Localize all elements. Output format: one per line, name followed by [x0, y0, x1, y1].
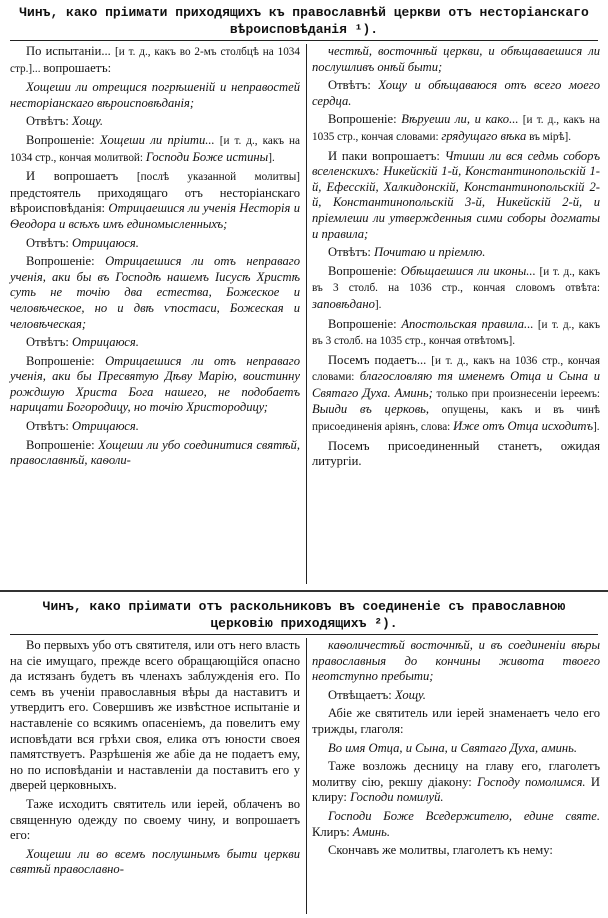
paragraph [312, 245, 600, 261]
paragraph [312, 638, 600, 685]
text-run: Хощу. [72, 114, 104, 129]
text-run: Отвѣщаетъ: [328, 687, 395, 702]
text-run: И клиру: [312, 774, 601, 805]
text-run: ]. [374, 298, 382, 311]
text-run: Вопрошеніе: [328, 112, 402, 127]
text-run: Хощеши ли пріити... [100, 132, 215, 147]
text-run: Отвѣтъ: [26, 419, 73, 434]
section-2-right-column [312, 638, 600, 862]
text-run: [и т. д., какъ на 1034 стр., кончая молитвой: [10, 134, 301, 164]
paragraph [312, 112, 600, 145]
text-run: Посемъ подаетъ... [328, 352, 432, 367]
paragraph [312, 78, 600, 109]
text-run: Во первыхъ убо отъ святителя, или отъ него власть на сіе имущаго, прежде всего обращающійся опасно да истязанъ будетъ въ членахъ заблужденія его. По семъ въ ученіи православныя вѣры да наставитъ и утвердитъ его. Совершивъ же извѣстное испытаніе и наставленіе со всякимъ опасеніемъ, да повелитъ ему исповѣдати вся грѣхи своя, елика отъ юности своея памятствуетъ. Разрѣшенія же абіе да не подаетъ ему, но по исповѣданіи и наставленіи да поставитъ его у дверей церковныхъ. [10, 638, 300, 793]
paragraph [312, 317, 600, 350]
text-run: Хощеши ли убо соединитися святѣй, православнѣй, каѳоли- [10, 437, 301, 468]
text-run: Отвѣтъ: [328, 245, 375, 260]
text-run: Выиди въ церковь, [312, 402, 430, 417]
text-run: Вопрошеніе: [26, 132, 101, 147]
text-run: Вѣруеши ли, и како... [401, 112, 519, 127]
section-2-title: Чинъ, како пріимати отъ раскольниковъ въ соединеніе съ православною церковію приходящихъ ²). [42, 599, 566, 631]
text-run: Скончавъ же молитвы, глаголетъ къ нему: [328, 843, 553, 858]
text-run: Обѣщаешися ли иконы... [400, 263, 536, 278]
text-run: каѳоличестѣй восточнѣй, и въ соединеніи вѣры православныя до кончины живота твоего неотступно пребыти; [312, 638, 600, 684]
paragraph [10, 44, 300, 77]
text-run: Господи Боже истины [145, 149, 269, 164]
text-run: Отрицаешися ли отъ неправаго ученія, аки бы Пресвятую Дѣву Марію, воистинну рождшую Христа Бога нашего, не подобаетъ нарицати Богородицу, но точію Христородицу; [10, 353, 300, 415]
text-run: [и т. д., какъ на 1036 стр., кончая словами: [312, 354, 600, 384]
text-run: Хощу и обѣщаваюся отъ всего моего сердца. [312, 78, 600, 108]
paragraph [10, 335, 300, 351]
text-run: И паки вопрошаетъ: [328, 148, 445, 163]
text-run: вопрошаетъ: [43, 60, 112, 75]
text-run: Хощеши ли во всемъ послушнымъ быти церкви святѣй православно- [10, 846, 300, 877]
text-run: [послѣ указанной молитвы] [136, 171, 301, 184]
text-run: честѣй, восточнѣй церкви, и обѣщаваешися ли послушливъ онѣй быти; [312, 44, 600, 74]
text-run: Вопрошеніе: [26, 437, 99, 452]
text-run: Посемъ присоединенный станетъ, ожидая литургіи. [312, 438, 600, 469]
text-run: грядущаго вѣка [441, 128, 527, 143]
text-run: [и т. д., какъ въ 3 столб. на 1035 стр., кончая отвѣтомъ]. [312, 318, 601, 348]
text-run: Иже отъ Отца исходитъ [453, 419, 594, 434]
text-run: Отрицаюся. [72, 419, 139, 434]
section-separator [0, 590, 608, 592]
paragraph [312, 44, 600, 75]
text-run: Отрицаешися ли ученія Несторія и Ѳеодора и всѣхъ имъ единомысленныхъ; [10, 201, 300, 231]
section-2-left-column [10, 638, 300, 881]
paragraph [10, 638, 300, 794]
text-run: Отвѣтъ: [26, 114, 73, 129]
paragraph [312, 759, 600, 806]
paragraph [312, 688, 600, 704]
text-run: Господи помилуй. [350, 790, 444, 805]
text-run: Клиръ: [312, 824, 353, 839]
paragraph [312, 706, 600, 737]
text-run: Аминь. [352, 824, 391, 839]
paragraph [312, 741, 600, 757]
text-run: Отрицаюся. [72, 235, 139, 250]
text-run: благословляю тя именемъ Отца и Сына и Святаго Духа. Аминь; [312, 369, 600, 400]
text-run: Господи Боже Вседержителю, едине святе. [328, 808, 600, 823]
paragraph [10, 419, 300, 435]
paragraph [10, 438, 300, 469]
text-run: только при произнесеніи іереемъ: [432, 387, 600, 400]
text-run: Почитаю и пріемлю. [374, 245, 486, 260]
paragraph [312, 264, 600, 314]
text-run: Отвѣтъ: [328, 78, 379, 93]
paragraph [10, 847, 300, 878]
text-run: предстоятель приходящаго отъ несторіанскаго вѣроисповѣданія: [10, 185, 300, 216]
text-run: Вопрошеніе: [26, 254, 106, 269]
paragraph [312, 843, 600, 859]
text-run: Отрицаешися ли отъ неправаго ученія, аки бы въ Господѣ нашемъ Іисусѣ Христѣ суть не точію два естества, Божеское и человѣческое, но и двѣ ѵпостаси, Божеская и человѣческая; [10, 254, 300, 331]
text-run: Отвѣтъ: [26, 335, 73, 350]
text-run: Отвѣтъ: [26, 235, 73, 250]
text-run: [и т. д., какъ во 2-мъ столбцѣ на 1034 стр.]... [10, 46, 300, 75]
column-divider-1 [306, 44, 307, 584]
text-run: Вопрошеніе: [26, 353, 106, 368]
column-divider-2 [306, 638, 307, 914]
paragraph [10, 114, 300, 130]
text-run: Хощу. [394, 687, 426, 702]
text-run: Таже возложь десницу на главу его, глаголетъ молитву сію, рекшу діакону: [312, 759, 600, 789]
paragraph [312, 439, 600, 470]
text-run: ]. [593, 421, 600, 434]
paragraph [312, 809, 600, 840]
text-run: [и т. д., какъ въ 3 столб. на 1036 стр., кончая словомъ отвѣта: [312, 265, 600, 295]
paragraph [10, 169, 300, 232]
text-run: По испытаніи... [26, 44, 116, 58]
text-run: [и т. д., какъ на 1035 стр., кончая словами: [312, 114, 600, 143]
text-run: Апостольская правила... [401, 316, 534, 331]
title-underline-2 [10, 634, 598, 635]
text-run: Хощеши ли отрещися погрѣшеній и неправостей несторіанскаго вѣроисповѣданія; [10, 80, 300, 110]
text-run: И вопрошаетъ [26, 169, 137, 184]
text-run: Абіе же святитель или іерей знаменаетъ чело его трижды, глаголя: [312, 706, 600, 736]
text-run: Отрицаюся. [72, 335, 139, 350]
paragraph [312, 353, 600, 436]
text-run: ]. [268, 151, 275, 164]
paragraph [10, 797, 300, 844]
paragraph [10, 254, 300, 332]
paragraph [10, 236, 300, 252]
text-run: Во имя Отца, и Сына, и Святаго Духа, аминь. [328, 740, 578, 755]
text-run: Таже исходитъ святитель или іерей, облаченъ во священную одежду по своему чину, и вопрошаетъ его: [10, 796, 300, 843]
text-run: опущены, какъ и въ чинѣ присоединенія аріянъ, слова: [312, 404, 600, 434]
text-run: Вопрошеніе: [328, 316, 402, 331]
paragraph [10, 133, 300, 166]
text-run: Чтиши ли вся седмь соборъ вселенскихъ: Никейскій 1-й, Константинопольскій 1-й, Ефесскій, Халкидонскій, Константинопольскій 2-й, Константинопольскій 3-й, Никейскій 2-й, и пріемлеши ли утвержденныя сими соборы догматы и правила; [312, 148, 600, 241]
paragraph [10, 80, 300, 111]
text-run: Вопрошеніе: [328, 263, 401, 278]
section-1-title: Чинъ, како пріимати приходящихъ къ православнѣй церкви отъ несторіанскаго вѣроисповѣданія ¹). [19, 5, 589, 37]
text-run: Господу помолимся. [477, 774, 586, 789]
paragraph [10, 354, 300, 416]
paragraph [312, 149, 600, 243]
title-underline-1 [10, 40, 598, 41]
text-run: заповѣдано [312, 296, 375, 311]
text-run: въ мірѣ]. [526, 130, 572, 143]
section-1-left-column [10, 44, 300, 472]
section-1-right-column [312, 44, 600, 473]
